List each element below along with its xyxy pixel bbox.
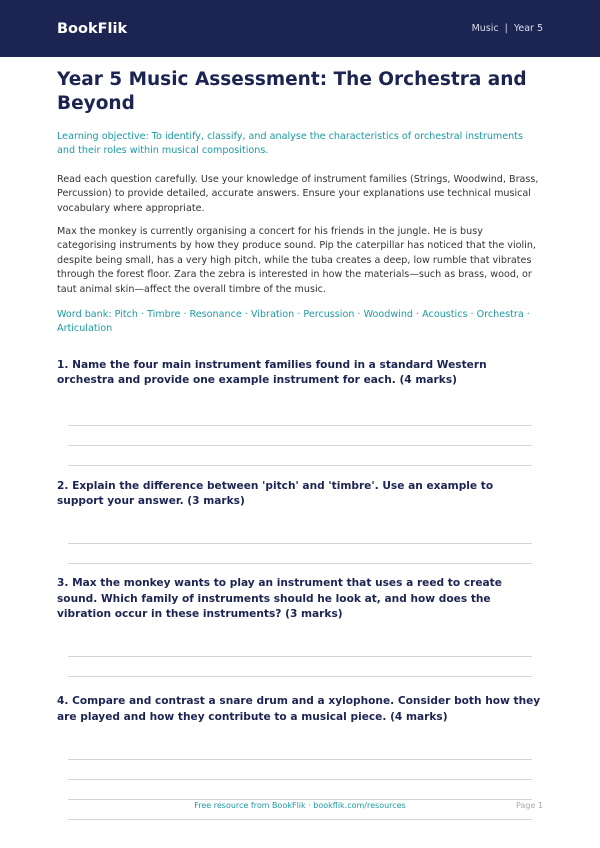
header-separator: | — [504, 23, 508, 34]
brand-logo: BookFlik — [57, 20, 128, 37]
instructions-paragraph: Read each question carefully. Use your knowledge of instrument families (Strings, Woodwind, Brass, Percussion) to provide detailed, accurate answers. Ensure your explanations use technical musical vocabulary where appropriate. — [57, 173, 539, 214]
question-3: 3. Max the monkey wants to play an instrument that uses a reed to create sound. Which family of instruments should he look at, and how does the vibration occur in these instruments? (3 marks) — [57, 577, 502, 620]
worksheet-content — [0, 68, 600, 820]
answer-line[interactable] — [68, 759, 532, 760]
word-bank: Word bank: Pitch · Timbre · Resonance · Vibration · Percussion · Woodwind · Acoustics · Orchestra · Articulation — [57, 309, 530, 335]
page-number: Page 1 — [516, 801, 543, 810]
answer-line[interactable] — [68, 445, 532, 446]
header-meta — [472, 23, 543, 34]
answer-line[interactable] — [68, 799, 532, 800]
page-footer — [0, 801, 600, 815]
learning-objective: Learning objective: To identify, classify, and analyse the characteristics of orchestral instruments and their roles within musical compositions. — [57, 131, 524, 157]
answer-line[interactable] — [68, 543, 532, 544]
question-2: 2. Explain the difference between 'pitch' and 'timbre'. Use an example to support your answer. (3 marks) — [57, 479, 494, 507]
question-1: 1. Name the four main instrument families found in a standard Western orchestra and provide one example instrument for each. (4 marks) — [57, 358, 487, 387]
answer-line[interactable] — [68, 676, 532, 677]
page-header — [0, 0, 600, 57]
answer-line[interactable] — [68, 656, 532, 657]
answer-line[interactable] — [68, 819, 532, 820]
answer-line[interactable] — [68, 425, 532, 426]
story-paragraph: Max the monkey is currently organising a concert for his friends in the jungle. He is busy categorising instruments by how they produce sound. Pip the caterpillar has noticed that the violin, despite being small, has a very high pitch, while the tuba creates a deep, low rumble that vibrates through the forest floor. Zara the zebra is interested in how the materials—such as brass, wood, or taut animal skin—affect the overall timbre of the music. — [57, 226, 536, 295]
answer-line[interactable] — [68, 465, 532, 466]
header-subject: Music — [471, 23, 499, 34]
question-4: 4. Compare and contrast a snare drum and a xylophone. Consider both how they are played and how they contribute to a musical piece. (4 marks) — [57, 695, 541, 723]
page-title: Year 5 Music Assessment: The Orchestra and Beyond — [57, 69, 527, 115]
footer-resource-link[interactable]: Free resource from BookFlik · bookflik.com/resources — [194, 801, 406, 810]
answer-lines-2 — [57, 543, 543, 564]
answer-line[interactable] — [68, 779, 532, 780]
answer-lines-1 — [57, 425, 543, 466]
answer-line[interactable] — [68, 563, 532, 564]
answer-lines-3 — [57, 656, 543, 677]
header-year: Year 5 — [513, 23, 543, 34]
